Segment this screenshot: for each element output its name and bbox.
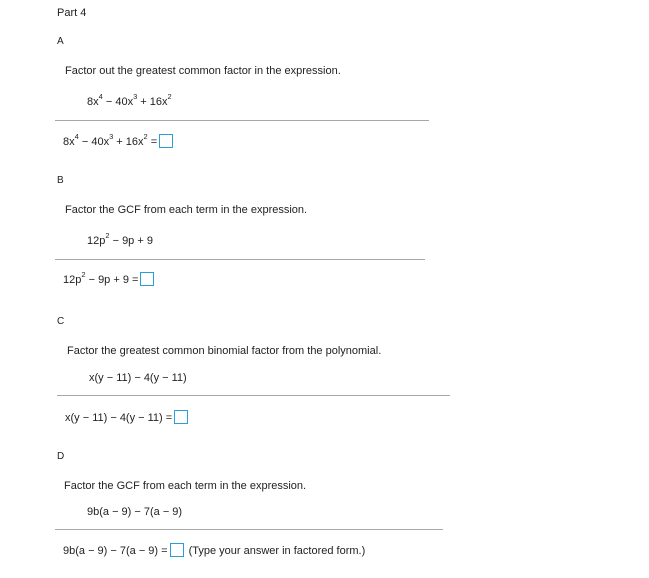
section-a-instruction: Factor out the greatest common factor in the expression. xyxy=(65,65,341,77)
section-c-expression: x(y − 11) − 4(y − 11) xyxy=(89,372,187,384)
section-b-answer-input[interactable] xyxy=(140,272,154,286)
section-a-label: A xyxy=(57,36,64,47)
section-b-divider xyxy=(55,259,425,260)
section-c-answer-row: x(y − 11) − 4(y − 11) = xyxy=(65,410,188,424)
section-a-expression: $8x^4 - 40x^3 + 16x^2$ xyxy=(87,92,172,108)
section-b-label: B xyxy=(57,175,64,186)
section-a-answer-input[interactable] xyxy=(159,134,173,148)
part-title: Part 4 xyxy=(57,7,87,19)
section-c-divider xyxy=(57,395,450,396)
section-c-instruction: Factor the greatest common binomial factor from the polynomial. xyxy=(67,345,382,357)
section-a-answer-row: $8x^4 - 40x^3 + 16x^2$ = xyxy=(63,134,173,148)
section-b-instruction: Factor the GCF from each term in the expression. xyxy=(65,204,308,216)
section-d-label: D xyxy=(57,451,65,462)
section-d-answer-row: 9b(a − 9) − 7(a − 9) = (Type your answer in factored form.) xyxy=(63,545,366,557)
section-d-hint: (Type your answer in factored form.) xyxy=(188,545,366,557)
section-c-label: C xyxy=(57,316,65,327)
section-c-answer-input[interactable] xyxy=(174,410,188,424)
section-b-expression: $12p^2 - 9p + 9$ xyxy=(87,231,153,247)
section-b-answer-row: $12p^2 - 9p + 9$ = xyxy=(63,272,154,286)
section-d-expression: 9b(a − 9) − 7(a − 9) xyxy=(87,506,183,518)
section-d-answer-input[interactable] xyxy=(170,543,184,557)
section-d-divider xyxy=(55,529,443,530)
section-a-divider xyxy=(55,120,429,121)
section-d-instruction: Factor the GCF from each term in the expression. xyxy=(64,480,307,492)
